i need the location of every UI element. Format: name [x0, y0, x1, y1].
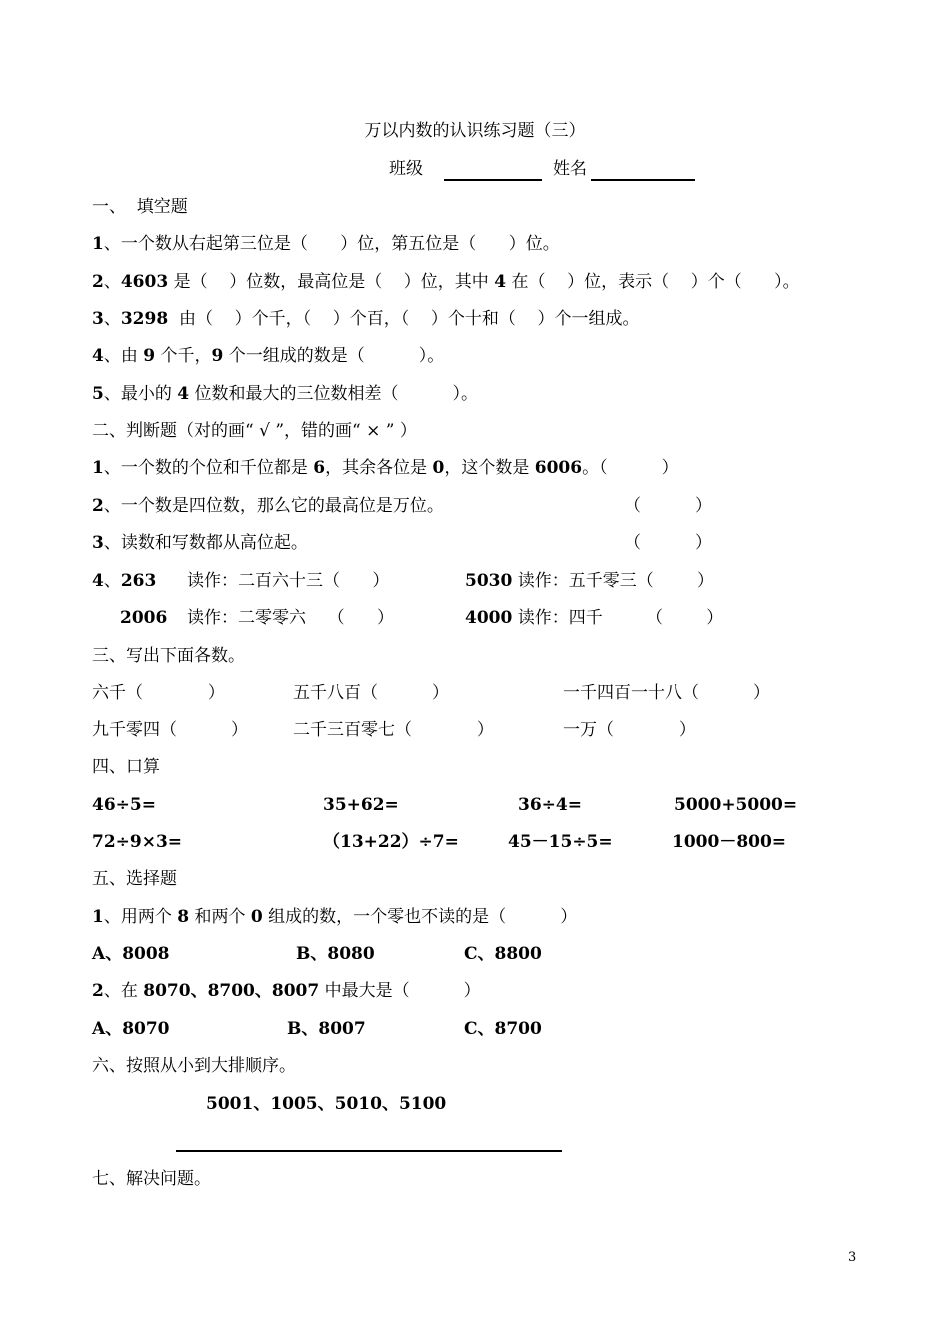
- section-2-heading: 二、判断题（对的画“ √ ”，错的画“ × ” ）: [92, 421, 417, 441]
- s2-q4-item-4: 4000 读作：四千 （ ）: [465, 608, 724, 628]
- s4-item: （13+22）÷7=: [323, 832, 459, 852]
- class-label: 班级: [389, 159, 423, 179]
- section-4-heading: 四、口算: [92, 757, 160, 777]
- section-1-heading: 一、 填空题: [92, 197, 188, 217]
- s2-question-4-prefix: 4、263: [92, 571, 157, 591]
- s5-q1-option-a[interactable]: A、8008: [92, 944, 170, 964]
- s5-q1-option-b[interactable]: B、8080: [296, 944, 375, 964]
- section-7-heading: 七、解决问题。: [92, 1169, 211, 1189]
- s3-item: 五千八百（ ）: [293, 683, 450, 703]
- page-title: 万以内数的认识练习题（三）: [364, 121, 586, 141]
- s3-item: 二千三百零七（ ）: [293, 720, 494, 740]
- s3-item: 六千（ ）: [92, 683, 225, 703]
- s6-answer-line[interactable]: [176, 1150, 562, 1152]
- s4-item: 46÷5=: [92, 795, 156, 815]
- s5-question-1: 1、用两个 8 和两个 0 组成的数，一个零也不读的是（ ）: [92, 907, 578, 927]
- section-5-heading: 五、选择题: [92, 869, 177, 889]
- s1-question-2: 2、4603 是（ ）位数，最高位是（ ）位，其中 4 在（ ）位，表示（ ）个（ ）。: [92, 272, 800, 292]
- class-blank[interactable]: [444, 179, 542, 181]
- s4-item: 45－15÷5=: [508, 832, 613, 852]
- s1-question-4: 4、由 9 个千，9 个一组成的数是（ ）。: [92, 346, 445, 366]
- s5-question-2: 2、在 8070、8700、8007 中最大是（ ）: [92, 981, 481, 1001]
- name-label: 姓名: [553, 159, 587, 179]
- section-6-heading: 六、按照从小到大排顺序。: [92, 1056, 296, 1076]
- s5-q2-option-a[interactable]: A、8070: [92, 1019, 170, 1039]
- page-number: 3: [848, 1250, 857, 1265]
- s2-answer-paren-3: （ ）: [624, 533, 713, 553]
- s3-item: 九千零四（ ）: [92, 720, 249, 740]
- s2-q4-item-2: 5030 读作：五千零三（ ）: [465, 571, 714, 591]
- s2-answer-paren-2: （ ）: [624, 496, 713, 516]
- s4-item: 36÷4=: [518, 795, 582, 815]
- s4-item: 5000+5000=: [674, 795, 798, 815]
- s1-question-3: 3、3298 由（ ）个千，（ ）个百，（ ）个十和（ ）个一组成。: [92, 309, 640, 329]
- s6-numbers: 5001、1005、5010、5100: [206, 1094, 447, 1114]
- s4-item: 35+62=: [323, 795, 399, 815]
- s1-question-1: 1、一个数从右起第三位是（ ）位，第五位是（ ）位。: [92, 234, 560, 254]
- s5-q2-option-c[interactable]: C、8700: [464, 1019, 542, 1039]
- section-3-heading: 三、写出下面各数。: [92, 646, 245, 666]
- s2-question-3: 3、读数和写数都从高位起。: [92, 533, 308, 553]
- s2-question-2: 2、一个数是四位数，那么它的最高位是万位。: [92, 496, 444, 516]
- s5-q1-option-c[interactable]: C、8800: [464, 944, 542, 964]
- s1-question-5: 5、最小的 4 位数和最大的三位数相差（ ）。: [92, 384, 479, 404]
- s2-q4-read-3: 读作：二零零六 （ ）: [187, 608, 395, 628]
- s4-item: 1000－800=: [672, 832, 787, 852]
- s4-item: 72÷9×3=: [92, 832, 183, 852]
- s2-q4-num-3: 2006: [120, 608, 168, 628]
- name-blank[interactable]: [591, 179, 695, 181]
- s3-item: 一千四百一十八（ ）: [563, 683, 771, 703]
- s2-question-1: 1、一个数的个位和千位都是 6，其余各位是 0，这个数是 6006。（ ）: [92, 458, 679, 478]
- s5-q2-option-b[interactable]: B、8007: [287, 1019, 366, 1039]
- s2-q4-read-1: 读作：二百六十三（ ）: [187, 571, 390, 591]
- s3-item: 一万（ ）: [563, 720, 696, 740]
